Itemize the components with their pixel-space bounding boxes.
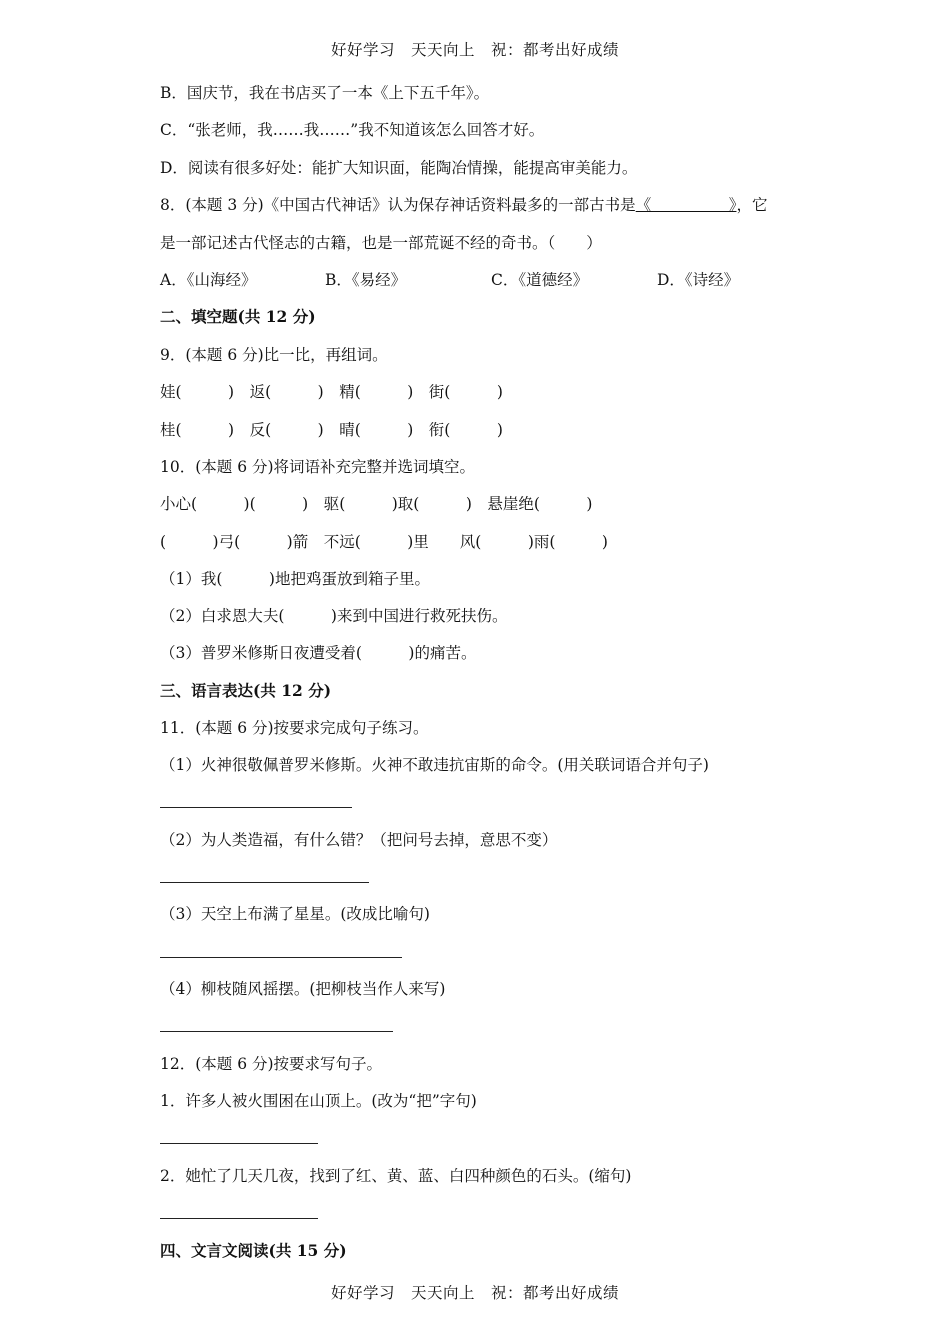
q8-stem-line2: 是一部记述古代怪志的古籍，也是一部荒诞不经的奇书。（ ） (160, 234, 602, 252)
q10-stem: 10．(本题 6 分)将词语补充完整并选词填空。 (160, 458, 476, 476)
q8-stem-tail: ，它 (736, 196, 768, 214)
page-header: 好好学习 天天向上 祝：都考出好成绩 (330, 41, 619, 59)
q11-answer-line-3[interactable] (160, 957, 402, 958)
q8-option-b: B．《易经》 (325, 271, 407, 289)
q11-stem: 11．(本题 6 分)按要求完成句子练习。 (160, 719, 429, 737)
q11-item-1: （1）火神很敬佩普罗米修斯。火神不敢违抗宙斯的命令。(用关联词语合并句子) (160, 756, 709, 774)
section2-title: 二、填空题(共 12 分) (160, 307, 316, 326)
q11-answer-line-2[interactable] (160, 882, 369, 883)
q8-option-d: D．《诗经》 (657, 271, 740, 289)
q11-answer-line-1[interactable] (160, 807, 352, 808)
q12-answer-line-1[interactable] (160, 1143, 318, 1144)
q11-item-3: （3）天空上布满了星星。(改成比喻句) (160, 905, 430, 923)
q7-option-c: C．“张老师，我……我……”我不知道该怎么回答才好。 (160, 121, 545, 139)
q8-stem-text: 8．(本题 3 分)《中国古代神话》认为保存神话资料最多的一部古书是 (160, 196, 636, 214)
q8-option-a: A．《山海经》 (160, 271, 257, 289)
q12-item-1: 1．许多人被火围困在山顶上。(改为“把”字句) (160, 1092, 477, 1110)
q7-option-b: B．国庆节，我在书店买了一本《上下五千年》。 (160, 84, 490, 102)
q10-row2: ( )弓( )箭 不远( )里 风( )雨( ) (160, 533, 608, 551)
q9-stem: 9．(本题 6 分)比一比，再组词。 (160, 346, 388, 364)
q7-option-d: D．阅读有很多好处：能扩大知识面，能陶冶情操，能提高审美能力。 (160, 159, 638, 177)
q8-answer-blank: 《 》 (635, 196, 737, 214)
q10-item-2: （2）白求恩大夫( )来到中国进行救死扶伤。 (160, 607, 508, 625)
q11-item-4: （4）柳枝随风摇摆。(把柳枝当作人来写) (160, 980, 446, 998)
q9-row2: 桂( ) 反( ) 晴( ) 衔( ) (160, 421, 503, 439)
q12-item-2: 2．她忙了几天几夜，找到了红、黄、蓝、白四种颜色的石头。(缩句) (160, 1167, 632, 1185)
section3-title: 三、语言表达(共 12 分) (160, 681, 332, 700)
q12-answer-line-2[interactable] (160, 1218, 318, 1219)
q10-item-1: （1）我( )地把鸡蛋放到箱子里。 (160, 570, 430, 588)
section4-title: 四、文言文阅读(共 15 分) (160, 1241, 347, 1260)
q8-stem-line1 (160, 193, 767, 215)
q10-row1: 小心( )( ) 驱( )取( ) 悬崖绝( ) (160, 495, 593, 513)
q11-answer-line-4[interactable] (160, 1031, 393, 1032)
page-footer: 好好学习 天天向上 祝：都考出好成绩 (330, 1284, 619, 1302)
q11-item-2: （2）为人类造福，有什么错？（把问号去掉，意思不变） (160, 831, 558, 849)
q10-item-3: （3）普罗米修斯日夜遭受着( )的痛苦。 (160, 644, 477, 662)
q12-stem: 12．(本题 6 分)按要求写句子。 (160, 1055, 383, 1073)
q9-row1: 娃( ) 返( ) 精( ) 街( ) (160, 383, 503, 401)
q8-option-c: C．《道德经》 (491, 271, 589, 289)
